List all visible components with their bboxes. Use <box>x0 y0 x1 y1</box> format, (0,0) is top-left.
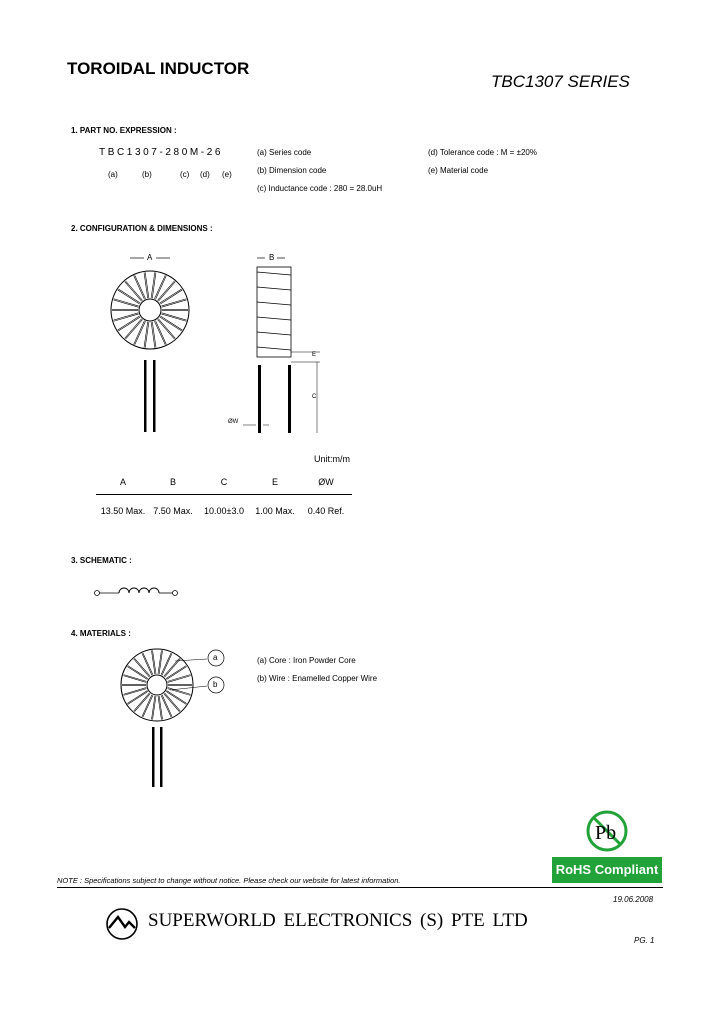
section-config-heading: 2. CONFIGURATION & DIMENSIONS : <box>71 224 213 233</box>
dim-b-label: B <box>269 253 275 262</box>
pb-text: Pb <box>595 822 617 844</box>
footer-date: 19.06.2008 <box>613 895 654 904</box>
winding-line <box>162 695 172 717</box>
rohs-badge: RoHS Compliant <box>552 857 662 883</box>
winding-line <box>142 653 152 675</box>
terminal-left <box>95 591 100 596</box>
winding-line <box>126 319 143 339</box>
table-header-c: C <box>220 477 228 487</box>
winding-line <box>156 276 167 300</box>
toroid-windings <box>112 272 188 347</box>
table-value-c: 10.00±3.0 <box>204 506 244 516</box>
table-value-w: 0.40 Ref. <box>307 506 345 516</box>
winding-line <box>157 281 174 301</box>
code-letter-c: (c) <box>180 170 190 179</box>
dim-c-label: C <box>312 394 317 400</box>
winding-line <box>164 694 180 712</box>
table-value-e: 1.00 Max. <box>255 506 295 516</box>
toroid-inner-ring <box>139 299 161 321</box>
code-letter-d: (d) <box>200 170 210 179</box>
winding-line <box>156 321 167 345</box>
definition-a: (a) Series code <box>257 148 312 157</box>
materials-outer-ring <box>121 649 193 721</box>
winding-line <box>134 694 150 712</box>
unit-label: Unit:m/m <box>314 454 350 464</box>
winding-line <box>142 695 152 717</box>
materials-lead-left <box>152 727 155 787</box>
dim-e-label: E <box>312 352 317 358</box>
side-winding-stripe <box>257 317 291 320</box>
dim-w-label: ØW <box>228 419 239 425</box>
document-title: TOROIDAL INDUCTOR <box>67 59 250 78</box>
side-winding-stripe <box>257 332 291 335</box>
lead-wire-right <box>153 360 156 432</box>
section-part-no-heading: 1. PART NO. EXPRESSION : <box>71 126 177 135</box>
winding-line <box>134 321 145 345</box>
part-number-code: TBC1307-280M-26 <box>99 147 224 158</box>
toroid-side-view <box>225 250 335 440</box>
winding-line <box>162 653 172 675</box>
terminal-right <box>173 591 178 596</box>
section-materials-heading: 4. MATERIALS : <box>71 629 131 638</box>
winding-line <box>134 276 145 300</box>
company-logo-icon <box>105 908 139 940</box>
callout-b-leader <box>170 686 207 690</box>
definition-d: (d) Tolerance code : M = ±20% <box>428 148 537 157</box>
callout-b-label: b <box>213 680 218 689</box>
materials-inner-ring <box>147 675 167 695</box>
definition-e: (e) Material code <box>428 166 489 175</box>
table-divider <box>96 494 352 495</box>
side-winding-stripe <box>257 272 291 275</box>
logo-wave <box>109 917 135 928</box>
winding-line <box>134 658 150 676</box>
table-value-b: 7.50 Max. <box>153 506 193 516</box>
table-header-b: B <box>169 477 176 487</box>
side-lead-left <box>258 365 261 433</box>
side-body <box>257 267 291 357</box>
footer-note: NOTE : Specifications subject to change without notice. Please check our website for latest information. <box>57 876 401 885</box>
code-letter-e: (e) <box>222 170 232 179</box>
table-header-a: A <box>119 477 126 487</box>
side-windings <box>257 272 291 350</box>
definition-c: (c) Inductance code : 280 = 28.0uH <box>257 184 383 193</box>
inductor-coil <box>119 588 159 593</box>
page-number: PG. 1 <box>634 936 655 945</box>
toroid-outer-ring <box>111 271 189 349</box>
definition-b: (b) Dimension code <box>257 166 327 175</box>
table-value-a: 13.50 Max. <box>100 506 146 516</box>
side-winding-stripe <box>257 302 291 305</box>
side-winding-stripe <box>257 347 291 350</box>
dim-a-label: A <box>147 253 153 262</box>
series-name: TBC1307 SERIES <box>491 72 630 91</box>
side-winding-stripe <box>257 287 291 290</box>
materials-lead-right <box>160 727 163 787</box>
side-lead-right <box>288 365 291 433</box>
material-core: (a) Core : Iron Powder Core <box>257 656 356 665</box>
lead-wire-left <box>144 360 147 432</box>
winding-line <box>157 319 174 339</box>
code-letter-a: (a) <box>108 170 118 179</box>
company-name: SUPERWORLD ELECTRONICS (S) PTE LTD <box>148 910 528 931</box>
callout-a-label: a <box>213 653 218 662</box>
section-schematic-heading: 3. SCHEMATIC : <box>71 556 132 565</box>
material-wire: (b) Wire : Enamelled Copper Wire <box>257 674 378 683</box>
code-letter-b: (b) <box>142 170 152 179</box>
table-header-e: E <box>271 477 278 487</box>
toroid-front-view <box>100 250 200 440</box>
table-header-w: ØW <box>318 477 334 487</box>
pb-free-icon <box>585 810 629 854</box>
materials-toroid <box>115 645 235 790</box>
schematic-coil <box>93 585 183 601</box>
winding-line <box>126 281 143 301</box>
footer-rule <box>57 887 663 888</box>
